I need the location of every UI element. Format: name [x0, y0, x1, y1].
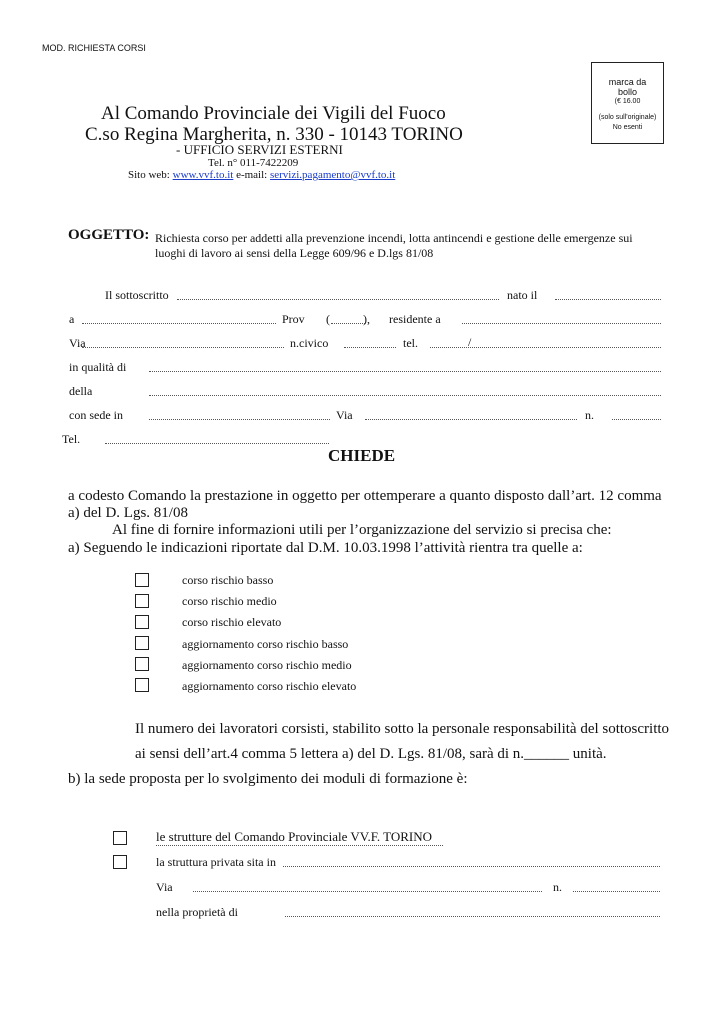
born-on-label: nato il — [507, 288, 538, 302]
phone-field[interactable] — [430, 347, 661, 348]
company-number-label: n. — [585, 408, 594, 422]
checkbox-course-medio[interactable] — [135, 594, 149, 608]
course-option-label: corso rischio elevato — [182, 615, 282, 629]
venue-owner-label: nella proprietà di — [156, 905, 238, 919]
course-option-label: aggiornamento corso rischio basso — [182, 637, 349, 651]
street-label: Via — [69, 336, 86, 350]
venue-number-label: n. — [553, 880, 562, 894]
workers-line-1: Il numero dei lavoratori corsisti, stabilito sotto la personale responsabilità del sottoscritto — [135, 721, 670, 737]
checkbox-venue-private[interactable] — [113, 855, 127, 869]
addressee-line-1: Al Comando Provinciale dei Vigili del Fuoco — [101, 103, 446, 124]
street-field[interactable] — [82, 347, 284, 348]
role-field[interactable] — [149, 371, 661, 372]
role-label: in qualità di — [69, 360, 127, 374]
web-label: Sito web: — [128, 169, 170, 181]
company-street-field[interactable] — [365, 419, 577, 420]
company-phone-field[interactable] — [105, 443, 329, 444]
info-paragraph: Al fine di fornire informazioni utili per l’organizzazione del servizio si precisa che: — [112, 522, 612, 538]
phone-separator: / — [468, 335, 472, 349]
company-street-label: Via — [336, 408, 353, 422]
province-paren-open: ( — [326, 312, 330, 326]
company-label: della — [69, 384, 93, 398]
venue-street-label: Via — [156, 880, 173, 894]
stamp-line-4: (solo sull'originale) — [598, 114, 657, 121]
venue-owner-field[interactable] — [285, 916, 660, 917]
company-field[interactable] — [149, 395, 661, 396]
email-label: e-mail: — [236, 169, 268, 181]
checkbox-course-elevato[interactable] — [135, 615, 149, 629]
subject-line-2: luoghi di lavoro ai sensi della Legge 609/96 e D.lgs 81/08 — [155, 246, 434, 260]
stamp-line-2: bollo — [617, 87, 637, 97]
street-number-label: n.civico — [290, 336, 329, 350]
venue-option-private: la struttura privata sita in — [156, 855, 276, 869]
residence-field[interactable] — [462, 323, 661, 324]
checkbox-course-basso[interactable] — [135, 573, 149, 587]
birthplace-field[interactable] — [82, 323, 276, 324]
undersigned-label: Il sottoscritto — [105, 288, 169, 302]
addressee-office: - UFFICIO SERVIZI ESTERNI — [176, 142, 343, 157]
birth-date-field[interactable] — [555, 299, 661, 300]
subject-label: OGGETTO: — [68, 227, 150, 243]
stamp-line-1: marca da — [608, 77, 647, 87]
undersigned-name-field[interactable] — [177, 299, 499, 300]
checkbox-venue-comando[interactable] — [113, 831, 127, 845]
venue-number-field[interactable] — [573, 891, 660, 892]
item-b-text: b) la sede proposta per lo svolgimento dei moduli di formazione è: — [68, 771, 468, 787]
addressee-line-2: C.so Regina Margherita, n. 330 - 10143 TORINO — [85, 124, 463, 145]
venue-option-comando: le strutture del Comando Provinciale VV.F. TORINO — [156, 829, 433, 844]
province-label: Prov — [282, 312, 305, 326]
form-code: MOD. RICHIESTA CORSI — [42, 43, 146, 53]
email-link[interactable]: servizi.pagamento@vvf.to.it — [269, 169, 396, 181]
birthplace-label: a — [69, 312, 75, 326]
phone-label: tel. — [403, 336, 418, 350]
stamp-line-3: (€ 16.00 — [614, 98, 641, 105]
checkbox-update-medio[interactable] — [135, 657, 149, 671]
course-option-label: aggiornamento corso rischio elevato — [182, 679, 357, 693]
course-option-label: corso rischio basso — [182, 573, 274, 587]
venue-street-field[interactable] — [193, 891, 542, 892]
request-paragraph-line-1: a codesto Comando la prestazione in oggetto per ottemperare a quanto disposto dall’art. 12 comma — [68, 488, 662, 504]
company-seat-label: con sede in — [69, 408, 123, 422]
venue-comando-underline — [156, 845, 443, 846]
province-paren-close: ), — [363, 312, 370, 326]
company-seat-field[interactable] — [149, 419, 330, 420]
office-phone: Tel. n° 011-7422209 — [208, 157, 299, 169]
item-a-text: a) Seguendo le indicazioni riportate dal D.M. 10.03.1998 l’attività rientra tra quelle a: — [68, 540, 583, 556]
contacts-line — [128, 169, 395, 181]
revenue-stamp-box — [591, 62, 664, 144]
course-option-label: corso rischio medio — [182, 594, 277, 608]
private-venue-location-field[interactable] — [283, 866, 660, 867]
province-field[interactable] — [331, 323, 365, 324]
subject-line-1: Richiesta corso per addetti alla prevenzione incendi, lotta antincendi e gestione delle emergenze sui — [155, 231, 633, 245]
stamp-line-5: No esenti — [612, 124, 643, 131]
request-heading: CHIEDE — [328, 446, 396, 465]
checkbox-update-elevato[interactable] — [135, 678, 149, 692]
course-option-label: aggiornamento corso rischio medio — [182, 658, 352, 672]
street-number-field[interactable] — [344, 347, 396, 348]
company-number-field[interactable] — [612, 419, 661, 420]
checkbox-update-basso[interactable] — [135, 636, 149, 650]
website-link[interactable]: www.vvf.to.it — [172, 169, 234, 181]
company-phone-label: Tel. — [62, 432, 81, 446]
request-paragraph-line-2: a) del D. Lgs. 81/08 — [68, 505, 188, 521]
residence-label: residente a — [389, 312, 441, 326]
workers-line-2: ai sensi dell’art.4 comma 5 lettera a) del D. Lgs. 81/08, sarà di n.______ unità. — [135, 746, 607, 762]
